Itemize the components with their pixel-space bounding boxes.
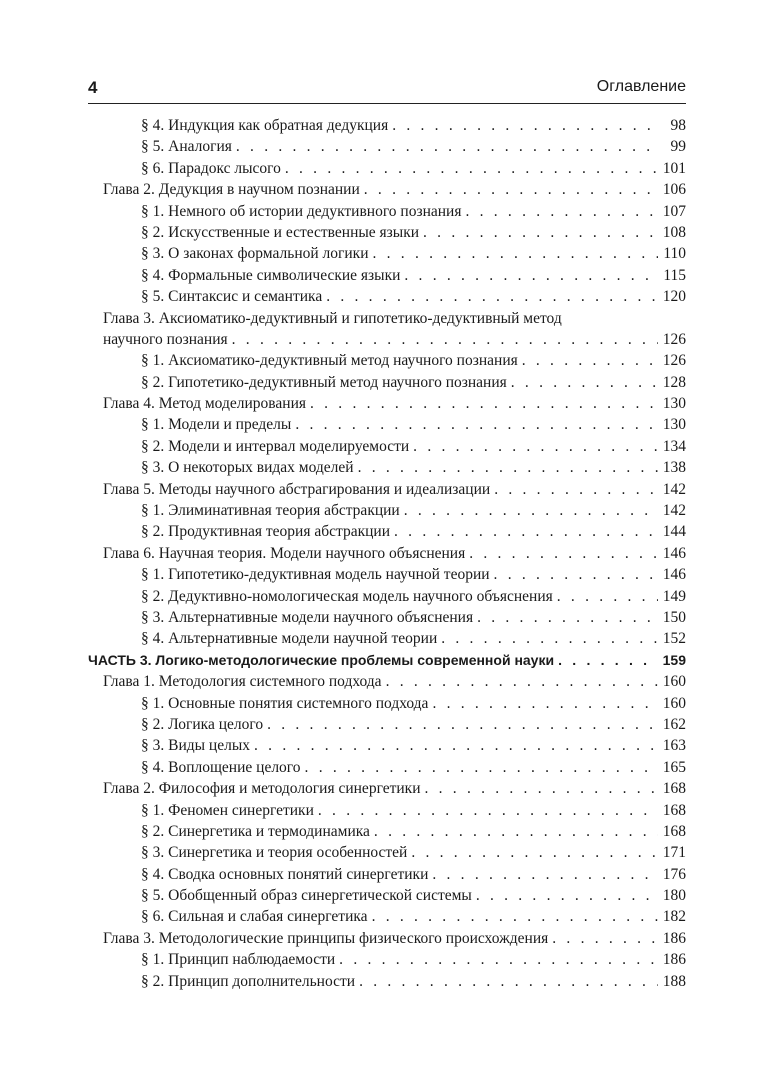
toc-entry-title: § 1. Аксиоматико-дедуктивный метод научного познания bbox=[141, 352, 518, 370]
toc-entry bbox=[88, 928, 686, 949]
toc-entry-page: 162 bbox=[662, 715, 686, 733]
toc-entry-page: 171 bbox=[662, 844, 686, 862]
toc-entry bbox=[88, 885, 686, 906]
toc-entry-title: § 1. Гипотетико-дедуктивная модель научной теории bbox=[141, 566, 490, 584]
dot-leader bbox=[404, 265, 658, 286]
toc-entry-page: 126 bbox=[662, 330, 686, 348]
toc-entry-title: ЧАСТЬ 3. Логико-методологические проблемы современной науки bbox=[88, 651, 555, 668]
toc-entry-page: 106 bbox=[662, 181, 686, 199]
toc-entry bbox=[88, 671, 686, 692]
toc-entry-page: 186 bbox=[662, 929, 686, 947]
toc-entry bbox=[88, 243, 686, 264]
dot-leader bbox=[441, 628, 658, 649]
toc-entry-title: Глава 2. Философия и методология синергетики bbox=[103, 780, 421, 798]
toc-entry-page: 152 bbox=[662, 630, 686, 648]
toc-entry-page: 146 bbox=[662, 544, 686, 562]
dot-leader bbox=[295, 414, 658, 435]
toc-entry-page: 130 bbox=[662, 416, 686, 434]
toc-entry-page: 176 bbox=[662, 865, 686, 883]
dot-leader bbox=[394, 521, 658, 542]
toc-entry bbox=[88, 864, 686, 885]
toc-entry-page: 101 bbox=[662, 159, 686, 177]
header-rule bbox=[88, 103, 686, 104]
toc-entry-title: § 2. Искусственные и естественные языки bbox=[141, 223, 420, 241]
toc-entry-title: § 6. Сильная и слабая синергетика bbox=[141, 908, 368, 926]
running-title: Оглавление bbox=[596, 78, 686, 95]
dot-leader bbox=[552, 928, 658, 949]
toc-entry bbox=[88, 436, 686, 457]
toc-entry-page: 126 bbox=[662, 352, 686, 370]
toc-entry-page: 142 bbox=[662, 480, 686, 498]
toc-entry-page: 159 bbox=[662, 651, 686, 668]
toc-entry-title: § 5. Обобщенный образ синергетической системы bbox=[141, 887, 472, 905]
toc-entry-page: 160 bbox=[662, 694, 686, 712]
toc-entry bbox=[88, 564, 686, 585]
toc-entry bbox=[88, 479, 686, 500]
dot-leader bbox=[358, 457, 658, 478]
dot-leader bbox=[558, 650, 658, 671]
toc-entry bbox=[88, 414, 686, 435]
toc-entry-title: Глава 6. Научная теория. Модели научного объяснения bbox=[103, 544, 466, 562]
dot-leader bbox=[522, 350, 658, 371]
toc-entry-page: 120 bbox=[662, 288, 686, 306]
dot-leader bbox=[511, 372, 658, 393]
toc-entry bbox=[88, 906, 686, 927]
dot-leader bbox=[232, 329, 658, 350]
toc-entry-title: § 3. Синергетика и теория особенностей bbox=[141, 844, 408, 862]
toc-entry-title: § 2. Модели и интервал моделируемости bbox=[141, 437, 410, 455]
toc-entry bbox=[88, 821, 686, 842]
toc-entry bbox=[88, 393, 686, 414]
toc-entry bbox=[88, 543, 686, 564]
page-number: 4 bbox=[88, 78, 98, 97]
toc-entry-page: 142 bbox=[662, 502, 686, 520]
toc-entry-page: 108 bbox=[662, 223, 686, 241]
toc-entry-title: § 1. Элиминативная теория абстракции bbox=[141, 502, 400, 520]
toc-entry-title: Глава 1. Методология системного подхода bbox=[103, 673, 382, 691]
toc-entry bbox=[88, 628, 686, 649]
toc-entry-page: 107 bbox=[662, 202, 686, 220]
toc-entry bbox=[88, 949, 686, 970]
toc-entry bbox=[88, 800, 686, 821]
toc-entry-title: § 6. Парадокс лысого bbox=[141, 159, 281, 177]
dot-leader bbox=[494, 479, 658, 500]
dot-leader bbox=[477, 607, 658, 628]
dot-leader bbox=[386, 671, 658, 692]
dot-leader bbox=[392, 115, 658, 136]
dot-leader bbox=[318, 800, 658, 821]
toc-entry bbox=[88, 757, 686, 778]
dot-leader bbox=[254, 735, 658, 756]
toc-entry-page: 150 bbox=[662, 608, 686, 626]
dot-leader bbox=[432, 864, 658, 885]
toc-entry-page: 168 bbox=[662, 801, 686, 819]
toc-entry bbox=[88, 735, 686, 756]
toc-entry-title: § 1. Принцип наблюдаемости bbox=[141, 951, 336, 969]
toc-entry-page: 115 bbox=[663, 266, 686, 284]
toc-entry-title: § 3. О некоторых видах моделей bbox=[141, 459, 354, 477]
toc-entry bbox=[88, 158, 686, 179]
toc-entry-title: § 2. Логика целого bbox=[141, 715, 264, 733]
toc-entry-page: 98 bbox=[670, 117, 686, 134]
dot-leader bbox=[305, 757, 658, 778]
toc-entry-title: § 1. Модели и пределы bbox=[141, 416, 292, 434]
toc-entry bbox=[88, 693, 686, 714]
toc-entry-page: 160 bbox=[662, 673, 686, 691]
toc-entry-title: § 2. Принцип дополнительности bbox=[141, 972, 356, 990]
toc-entry bbox=[88, 714, 686, 735]
toc-entry bbox=[88, 971, 686, 992]
toc-entry bbox=[88, 222, 686, 243]
toc-entry-title: § 4. Альтернативные модели научной теории bbox=[141, 630, 438, 648]
toc-entry bbox=[88, 372, 686, 393]
toc-entry bbox=[88, 136, 686, 157]
dot-leader bbox=[359, 971, 658, 992]
dot-leader bbox=[310, 393, 658, 414]
toc-entry-title: § 3. Альтернативные модели научного объяснения bbox=[141, 608, 474, 626]
toc-entry-title: § 4. Индукция как обратная дедукция bbox=[141, 117, 389, 134]
toc-entry-title: § 2. Гипотетико-дедуктивный метод научного познания bbox=[141, 373, 507, 391]
toc-entry-title: § 4. Сводка основных понятий синергетики bbox=[141, 865, 429, 883]
toc-entry-page: 182 bbox=[662, 908, 686, 926]
dot-leader bbox=[411, 842, 658, 863]
toc-entry-page: 188 bbox=[662, 972, 686, 990]
dot-leader bbox=[494, 564, 658, 585]
dot-leader bbox=[326, 286, 658, 307]
dot-leader bbox=[339, 949, 658, 970]
dot-leader bbox=[374, 821, 658, 842]
toc-entry bbox=[88, 500, 686, 521]
toc-entry-page: 149 bbox=[662, 587, 686, 605]
toc-entry bbox=[88, 457, 686, 478]
toc-entry-title: § 2. Продуктивная теория абстракции bbox=[141, 523, 391, 541]
dot-leader bbox=[285, 158, 658, 179]
toc-entry-title: § 4. Формальные символические языки bbox=[141, 266, 401, 284]
toc-entry-page: 130 bbox=[662, 395, 686, 413]
toc-entry bbox=[88, 286, 686, 307]
toc-entry-page: 146 bbox=[662, 566, 686, 584]
toc-entry bbox=[88, 308, 686, 329]
toc-entry-title: § 1. Основные понятия системного подхода bbox=[141, 694, 429, 712]
toc-entry-page: 165 bbox=[662, 758, 686, 776]
toc-entry bbox=[88, 650, 686, 671]
toc-entry bbox=[88, 350, 686, 371]
dot-leader bbox=[432, 693, 658, 714]
dot-leader bbox=[372, 906, 658, 927]
dot-leader bbox=[404, 500, 658, 521]
toc-entry-page: 163 bbox=[662, 737, 686, 755]
toc-entry-title: научного познания bbox=[103, 330, 228, 348]
toc-entry-title: § 4. Воплощение целого bbox=[141, 758, 301, 776]
toc-entry-title: Глава 3. Методологические принципы физического происхождения bbox=[103, 929, 549, 947]
toc-entry-title: § 5. Аналогия bbox=[141, 138, 232, 156]
page-header bbox=[88, 76, 686, 102]
toc-entry bbox=[88, 586, 686, 607]
dot-leader bbox=[465, 201, 658, 222]
toc-entry-title: Глава 5. Методы научного абстрагирования и идеализации bbox=[103, 480, 491, 498]
dot-leader bbox=[469, 543, 658, 564]
dot-leader bbox=[423, 222, 658, 243]
dot-leader bbox=[413, 436, 658, 457]
toc-entry bbox=[88, 329, 686, 350]
toc-entry-page: 138 bbox=[662, 459, 686, 477]
toc-entry bbox=[88, 201, 686, 222]
dot-leader bbox=[373, 243, 659, 264]
table-of-contents bbox=[88, 115, 686, 992]
dot-leader bbox=[476, 885, 658, 906]
toc-entry-page: 134 bbox=[662, 437, 686, 455]
toc-entry bbox=[88, 607, 686, 628]
toc-entry-title: Глава 2. Дедукция в научном познании bbox=[103, 181, 360, 199]
toc-entry-title: § 1. Немного об истории дедуктивного познания bbox=[141, 202, 462, 220]
toc-entry-title: § 5. Синтаксис и семантика bbox=[141, 288, 323, 306]
toc-entry bbox=[88, 179, 686, 200]
toc-entry-page: 168 bbox=[662, 822, 686, 840]
toc-entry-page: 99 bbox=[670, 138, 686, 156]
dot-leader bbox=[267, 714, 658, 735]
toc-entry bbox=[88, 115, 686, 136]
toc-entry bbox=[88, 842, 686, 863]
toc-entry-page: 128 bbox=[662, 373, 686, 391]
toc-entry-page: 186 bbox=[662, 951, 686, 969]
toc-entry-page: 180 bbox=[662, 887, 686, 905]
dot-leader bbox=[425, 778, 659, 799]
dot-leader bbox=[364, 179, 658, 200]
toc-entry-title: Глава 3. Аксиоматико-дедуктивный и гипотетико-дедуктивный метод bbox=[103, 309, 562, 327]
toc-entry-page: 110 bbox=[663, 245, 686, 263]
toc-entry-title: § 2. Синергетика и термодинамика bbox=[141, 822, 370, 840]
toc-entry bbox=[88, 778, 686, 799]
dot-leader bbox=[236, 136, 658, 157]
toc-entry-page: 144 bbox=[662, 523, 686, 541]
toc-entry-title: § 2. Дедуктивно-номологическая модель научного объяснения bbox=[141, 587, 553, 605]
toc-entry-title: § 3. Виды целых bbox=[141, 737, 251, 755]
toc-entry-title: Глава 4. Метод моделирования bbox=[103, 395, 306, 413]
dot-leader bbox=[557, 586, 658, 607]
toc-entry-page: 168 bbox=[662, 780, 686, 798]
toc-entry bbox=[88, 265, 686, 286]
toc-entry bbox=[88, 521, 686, 542]
toc-entry-title: § 3. О законах формальной логики bbox=[141, 245, 369, 263]
toc-entry-title: § 1. Феномен синергетики bbox=[141, 801, 314, 819]
